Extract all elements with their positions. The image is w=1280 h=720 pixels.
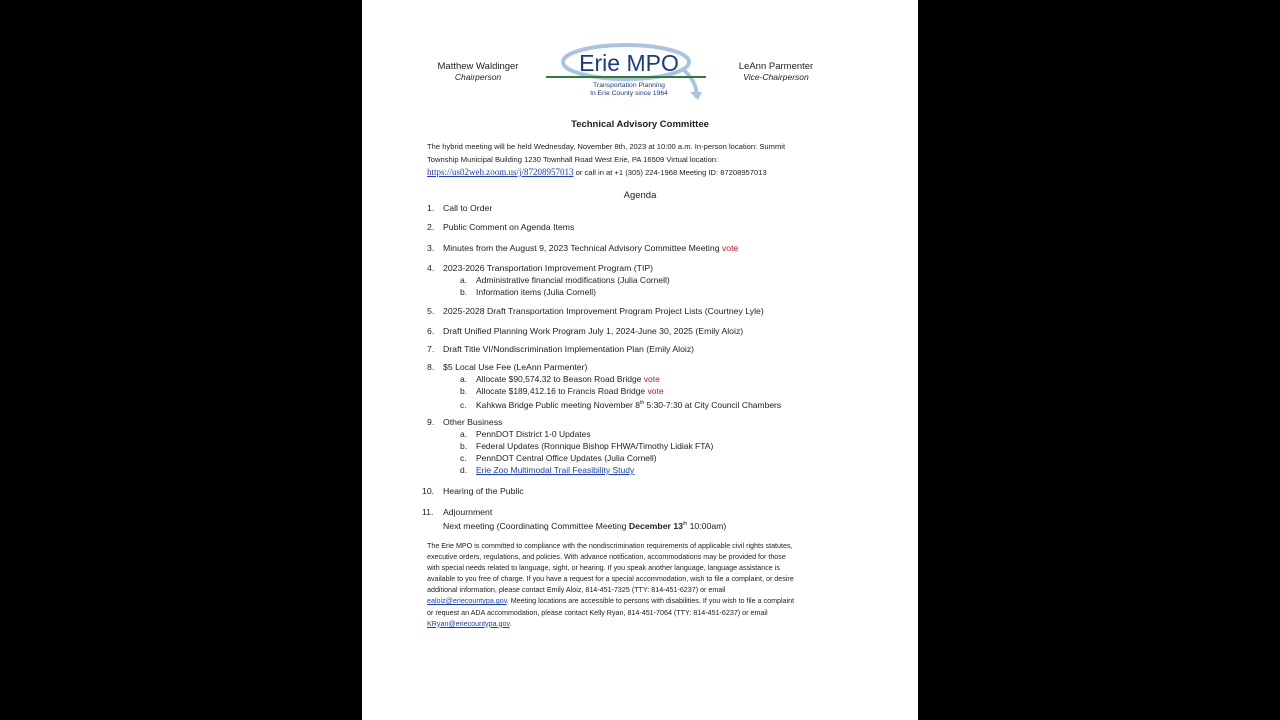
agenda-subitem-8b: b. Allocate $189,412.16 to Francis Road Bridge vote xyxy=(460,386,664,396)
agenda-subitem-8a: a. Allocate $90,574.32 to Beason Road Bridge vote xyxy=(460,374,660,384)
chairperson-name: Matthew Waldinger xyxy=(437,61,519,72)
page-title: Technical Advisory Committee xyxy=(571,119,709,130)
agenda-item-11: 11. Adjournment xyxy=(422,507,493,517)
agenda-item-6: 6. Draft Unified Planning Work Program July 1, 2024-June 30, 2025 (Emily Aloiz) xyxy=(427,326,744,336)
agenda-item-2: 2. Public Comment on Agenda Items xyxy=(427,222,575,232)
chairperson-block xyxy=(418,61,538,82)
agenda-heading: Agenda xyxy=(623,190,657,201)
agenda-subitem-9b: b. Federal Updates (Ronnique Bishop FHWA/Timothy Lidiak FTA) xyxy=(460,441,714,451)
ealoiz-email-link[interactable]: ealoiz@eriecountypa.gov xyxy=(427,597,507,606)
nondiscrimination-notice: The Erie MPO is committed to compliance with the nondiscrimination requirements of applicable civil rights statutes, executive orders, regulations, and policies. With advance notification, accommodations may be provided for those with special needs related to language, sight, or hearing. If you speak another language, language assistance is available to you free of charge. If you have a request for a special accommodation, wish to file a complaint, or desire additional information, please contact Emily Aloiz, 814-451-7325 (TTY: 814-451-6237) or email ealoiz@eriecountypa.gov. Meeting locations are accessible to persons with disabilities. If you wish to file a complaint or request an ADA accommodation, please contact Kelly Ryan, 814-451-7064 (TTY: 814-451-6237) or email KRyan@eriecountypa.gov. xyxy=(427,542,795,628)
agenda-subitem-4a: a. Administrative financial modifications (Julia Cornell) xyxy=(460,275,670,285)
agenda-subitem-9a: a. PennDOT District 1-0 Updates xyxy=(460,429,591,439)
agenda-item-7: 7. Draft Title VI/Nondiscrimination Implementation Plan (Emily Aloiz) xyxy=(427,344,695,354)
vote-label: vote xyxy=(721,243,739,253)
logo-text: Erie MPO xyxy=(579,50,679,76)
erie-mpo-logo xyxy=(544,40,714,102)
logo-tagline: Transportation Planning In Erie County since 1964 xyxy=(590,82,668,97)
agenda-subitem-9c: c. PennDOT Central Office Updates (Julia Cornell) xyxy=(460,453,657,463)
agenda-item-10: 10. Hearing of the Public xyxy=(422,486,524,496)
vice-chairperson-name: LeAnn Parmenter xyxy=(738,61,814,72)
meeting-intro: The hybrid meeting will be held Wednesday, November 8th, 2023 at 10:00 a.m. In-person location: Summit Township Municipal Building 1230 Townhall Road West Erie, PA 16509 Virtual location: https://us02web.zoom.us/j/87208957013 or call in at +1 (305) 224-1968 Meeting ID: 87208957013 xyxy=(427,142,786,177)
vote-label: vote xyxy=(647,386,664,396)
agenda-subitem-8c: c. Kahkwa Bridge Public meeting November 8th 5:30-7:30 at City Council Chambers xyxy=(460,399,782,410)
zoom-link[interactable]: https://us02web.zoom.us/j/87208957013 xyxy=(427,167,574,177)
kryan-email-link[interactable]: KRyan@eriecountypa.gov xyxy=(427,619,510,628)
document-page xyxy=(362,0,918,720)
agenda-item-8: 8. $5 Local Use Fee (LeAnn Parmenter) xyxy=(427,362,588,372)
erie-zoo-study-link[interactable]: Erie Zoo Multimodal Trail Feasibility Study xyxy=(476,465,635,475)
agenda-subitem-9d: d. Erie Zoo Multimodal Trail Feasibility Study xyxy=(460,465,635,475)
chairperson-role: Chairperson xyxy=(454,72,502,82)
next-meeting: Next meeting (Coordinating Committee Meeting December 13th 10:00am) xyxy=(443,520,727,531)
vote-label: vote xyxy=(643,374,660,384)
agenda-item-4: 4. 2023-2026 Transportation Improvement Program (TIP) xyxy=(427,263,654,273)
agenda-item-9: 9. Other Business xyxy=(427,417,503,427)
call-in-info: or call in at +1 (305) 224-1968 Meeting ID: 87208957013 xyxy=(575,168,767,177)
agenda-item-5: 5. 2025-2028 Draft Transportation Improvement Program Project Lists (Courtney Lyle) xyxy=(427,306,764,316)
agenda-item-1: 1. Call to Order xyxy=(427,203,493,213)
agenda-subitem-4b: b. Information items (Julia Cornell) xyxy=(460,287,596,297)
vice-chairperson-block xyxy=(722,61,830,82)
vice-chairperson-role: Vice-Chairperson xyxy=(743,72,809,82)
agenda-item-3: 3. Minutes from the August 9, 2023 Technical Advisory Committee Meeting vote xyxy=(427,243,739,253)
